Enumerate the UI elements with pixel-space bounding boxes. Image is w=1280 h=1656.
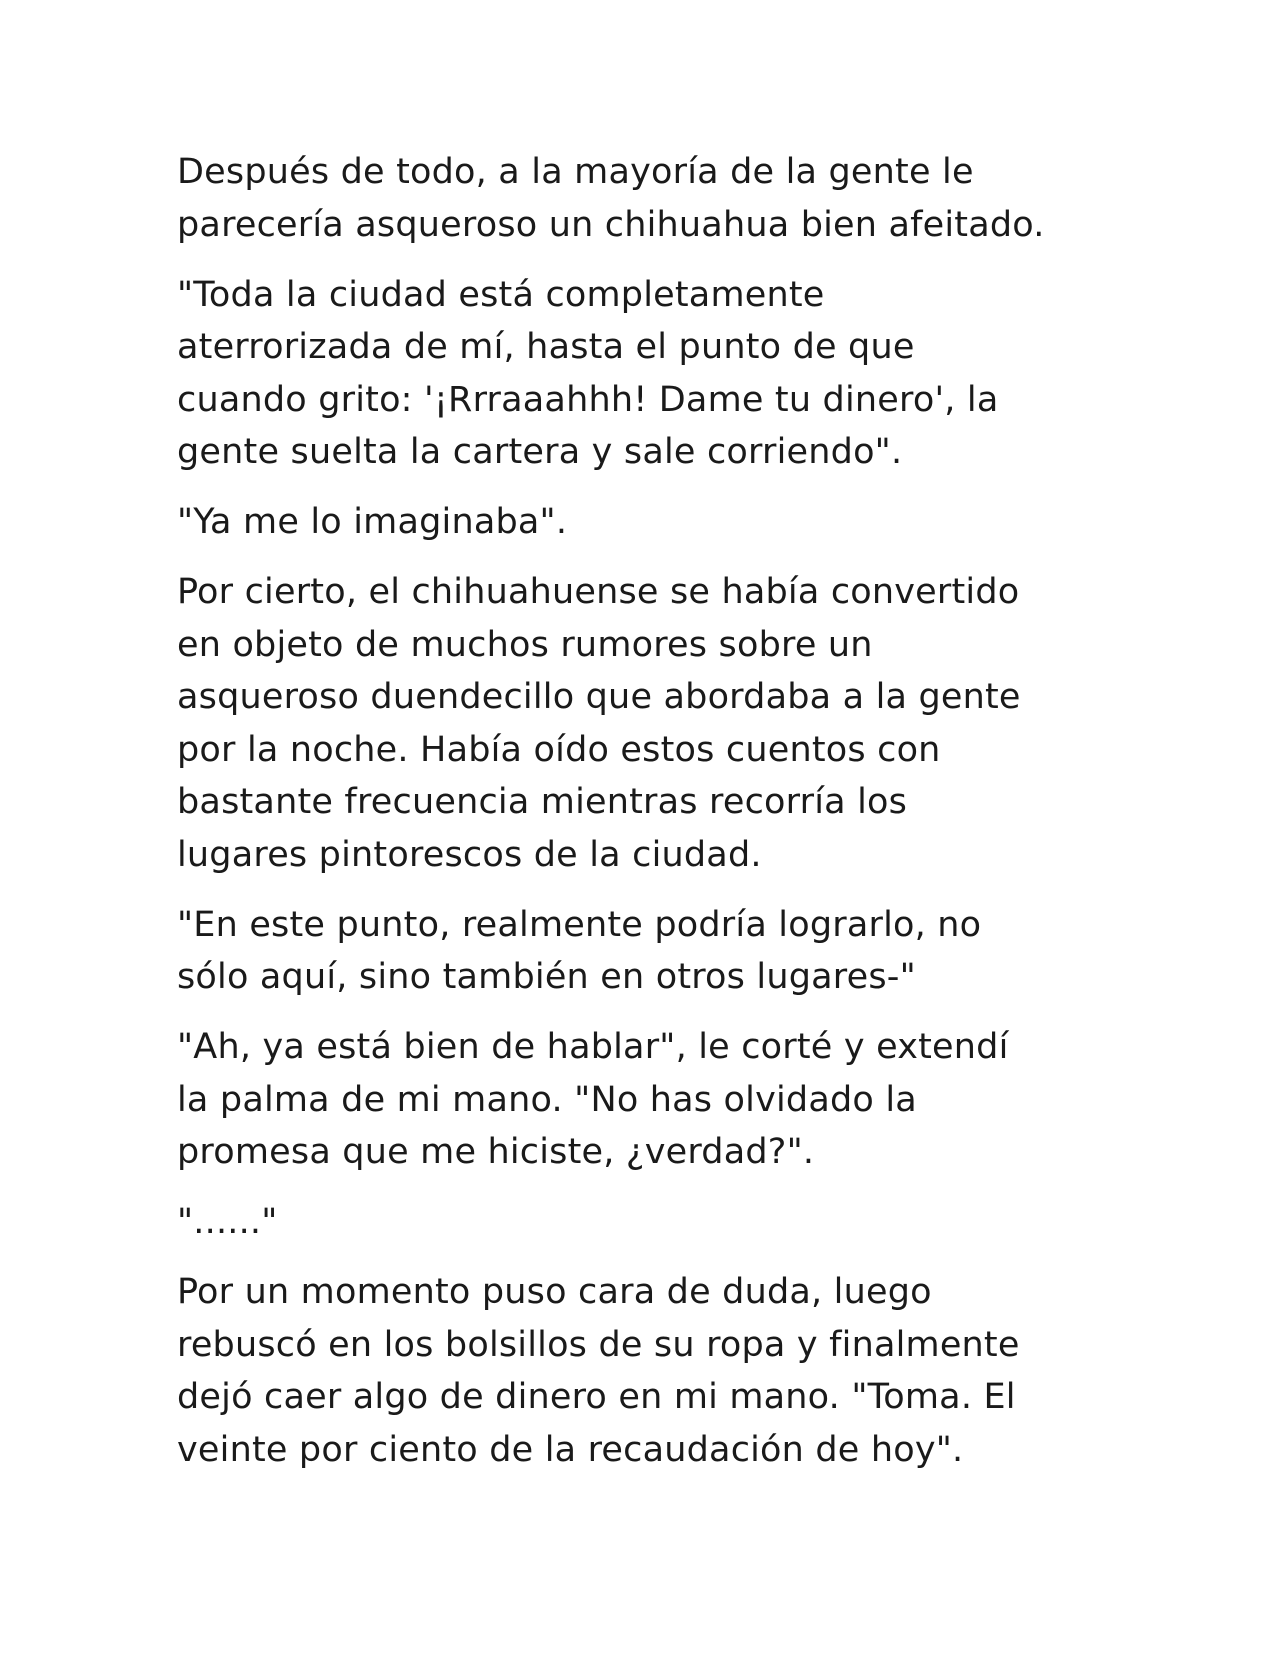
text-body [177, 146, 1117, 1494]
paragraph-5: "En este punto, realmente podría lograrlo, no sólo aquí, sino también en otros lugares-" [177, 904, 982, 997]
paragraph-6: "Ah, ya está bien de hablar", le corté y extendí la palma de mi mano. "No has olvidado la promesa que me hiciste, ¿verdad?". [177, 1027, 1009, 1172]
paragraph-3: "Ya me lo imaginaba". [177, 502, 568, 542]
paragraph-2: "Toda la ciudad está completamente aterrorizada de mí, hasta el punto de que cuando grito: '¡Rrraaahhh! Dame tu dinero', la gente suelta la cartera y sale corriendo". [177, 274, 999, 472]
paragraph-8: Por un momento puso cara de duda, luego rebuscó en los bolsillos de su ropa y finalmente dejó caer algo de dinero en mi mano. "Toma. El veinte por ciento de la recaudación de hoy". [177, 1272, 1020, 1470]
paragraph-4: Por cierto, el chihuahuense se había convertido en objeto de muchos rumores sobre un asqueroso duendecillo que abordaba a la gente por la noche. Había oído estos cuentos con bastante frecuencia mientras recorría los lugares pintorescos de la ciudad. [177, 572, 1021, 875]
paragraph-1: Después de todo, a la mayoría de la gente le parecería asqueroso un chihuahua bien afeitado. [177, 152, 1045, 245]
paragraph-7: "......" [177, 1202, 278, 1242]
